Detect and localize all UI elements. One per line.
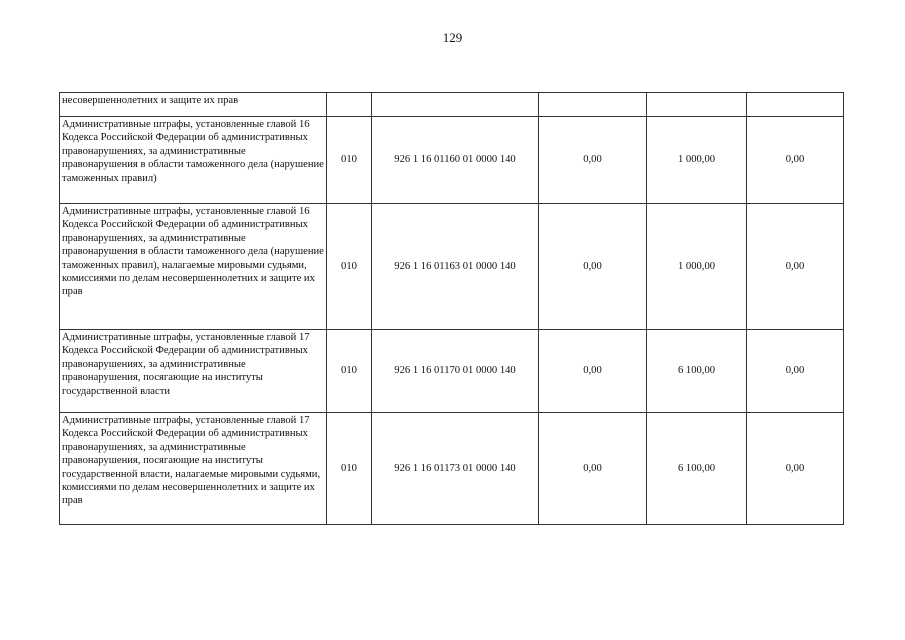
value-cell-1: 0,00: [539, 117, 647, 204]
budget-code-cell: 926 1 16 01160 01 0000 140: [372, 117, 539, 204]
table-row: [60, 93, 844, 117]
value-cell-2: 1 000,00: [647, 204, 747, 330]
value-cell-1: [539, 93, 647, 117]
row-name-cell: [60, 93, 327, 117]
row-name-cell: [60, 413, 327, 525]
value-cell-2: 6 100,00: [647, 330, 747, 413]
table-row: [60, 117, 844, 204]
table-row: [60, 204, 844, 330]
admin-code-cell: 010: [327, 330, 372, 413]
admin-code-cell: 010: [327, 204, 372, 330]
budget-code-cell: [372, 93, 539, 117]
budget-code-cell: 926 1 16 01170 01 0000 140: [372, 330, 539, 413]
row-name-cell: [60, 117, 327, 204]
value-cell-2: 1 000,00: [647, 117, 747, 204]
row-name-text: Административные штрафы, установленные главой 16 Кодекса Российской Федерации об административных правонарушениях, за административные правонарушения в области таможенного дела (нарушение таможенных правил): [62, 119, 324, 184]
row-name-text: несовершеннолетних и защите их прав: [62, 95, 239, 106]
value-cell-3: 0,00: [747, 330, 844, 413]
table-row: [60, 413, 844, 525]
value-cell-3: 0,00: [747, 204, 844, 330]
row-name-text: Административные штрафы, установленные главой 17 Кодекса Российской Федерации об административных правонарушениях, за административные правонарушения, посягающие на институты государственной власти, налагаемые мировыми судьями, комиссиями по делам несовершеннолетних и защите их прав: [62, 415, 321, 507]
value-cell-3: 0,00: [747, 117, 844, 204]
value-cell-1: 0,00: [539, 330, 647, 413]
value-cell-1: 0,00: [539, 413, 647, 525]
row-name-cell: [60, 204, 327, 330]
budget-code-cell: 926 1 16 01163 01 0000 140: [372, 204, 539, 330]
value-cell-2: 6 100,00: [647, 413, 747, 525]
row-name-cell: [60, 330, 327, 413]
value-cell-3: 0,00: [747, 413, 844, 525]
row-name-text: Административные штрафы, установленные главой 16 Кодекса Российской Федерации об административных правонарушениях, за административные правонарушения в области таможенного дела (нарушение таможенных правил), налагаемые мировыми судьями, комиссиями по делам несовершеннолетних и защите их прав: [62, 206, 324, 298]
admin-code-cell: [327, 93, 372, 117]
admin-code-cell: 010: [327, 117, 372, 204]
table-row: [60, 330, 844, 413]
admin-code-cell: 010: [327, 413, 372, 525]
page-number: 129: [442, 30, 463, 45]
value-cell-2: [647, 93, 747, 117]
value-cell-3: [747, 93, 844, 117]
budget-table: [59, 92, 844, 525]
value-cell-1: 0,00: [539, 204, 647, 330]
row-name-text: Административные штрафы, установленные главой 17 Кодекса Российской Федерации об административных правонарушениях, за административные правонарушения, посягающие на институты государственной власти: [62, 332, 310, 397]
budget-code-cell: 926 1 16 01173 01 0000 140: [372, 413, 539, 525]
